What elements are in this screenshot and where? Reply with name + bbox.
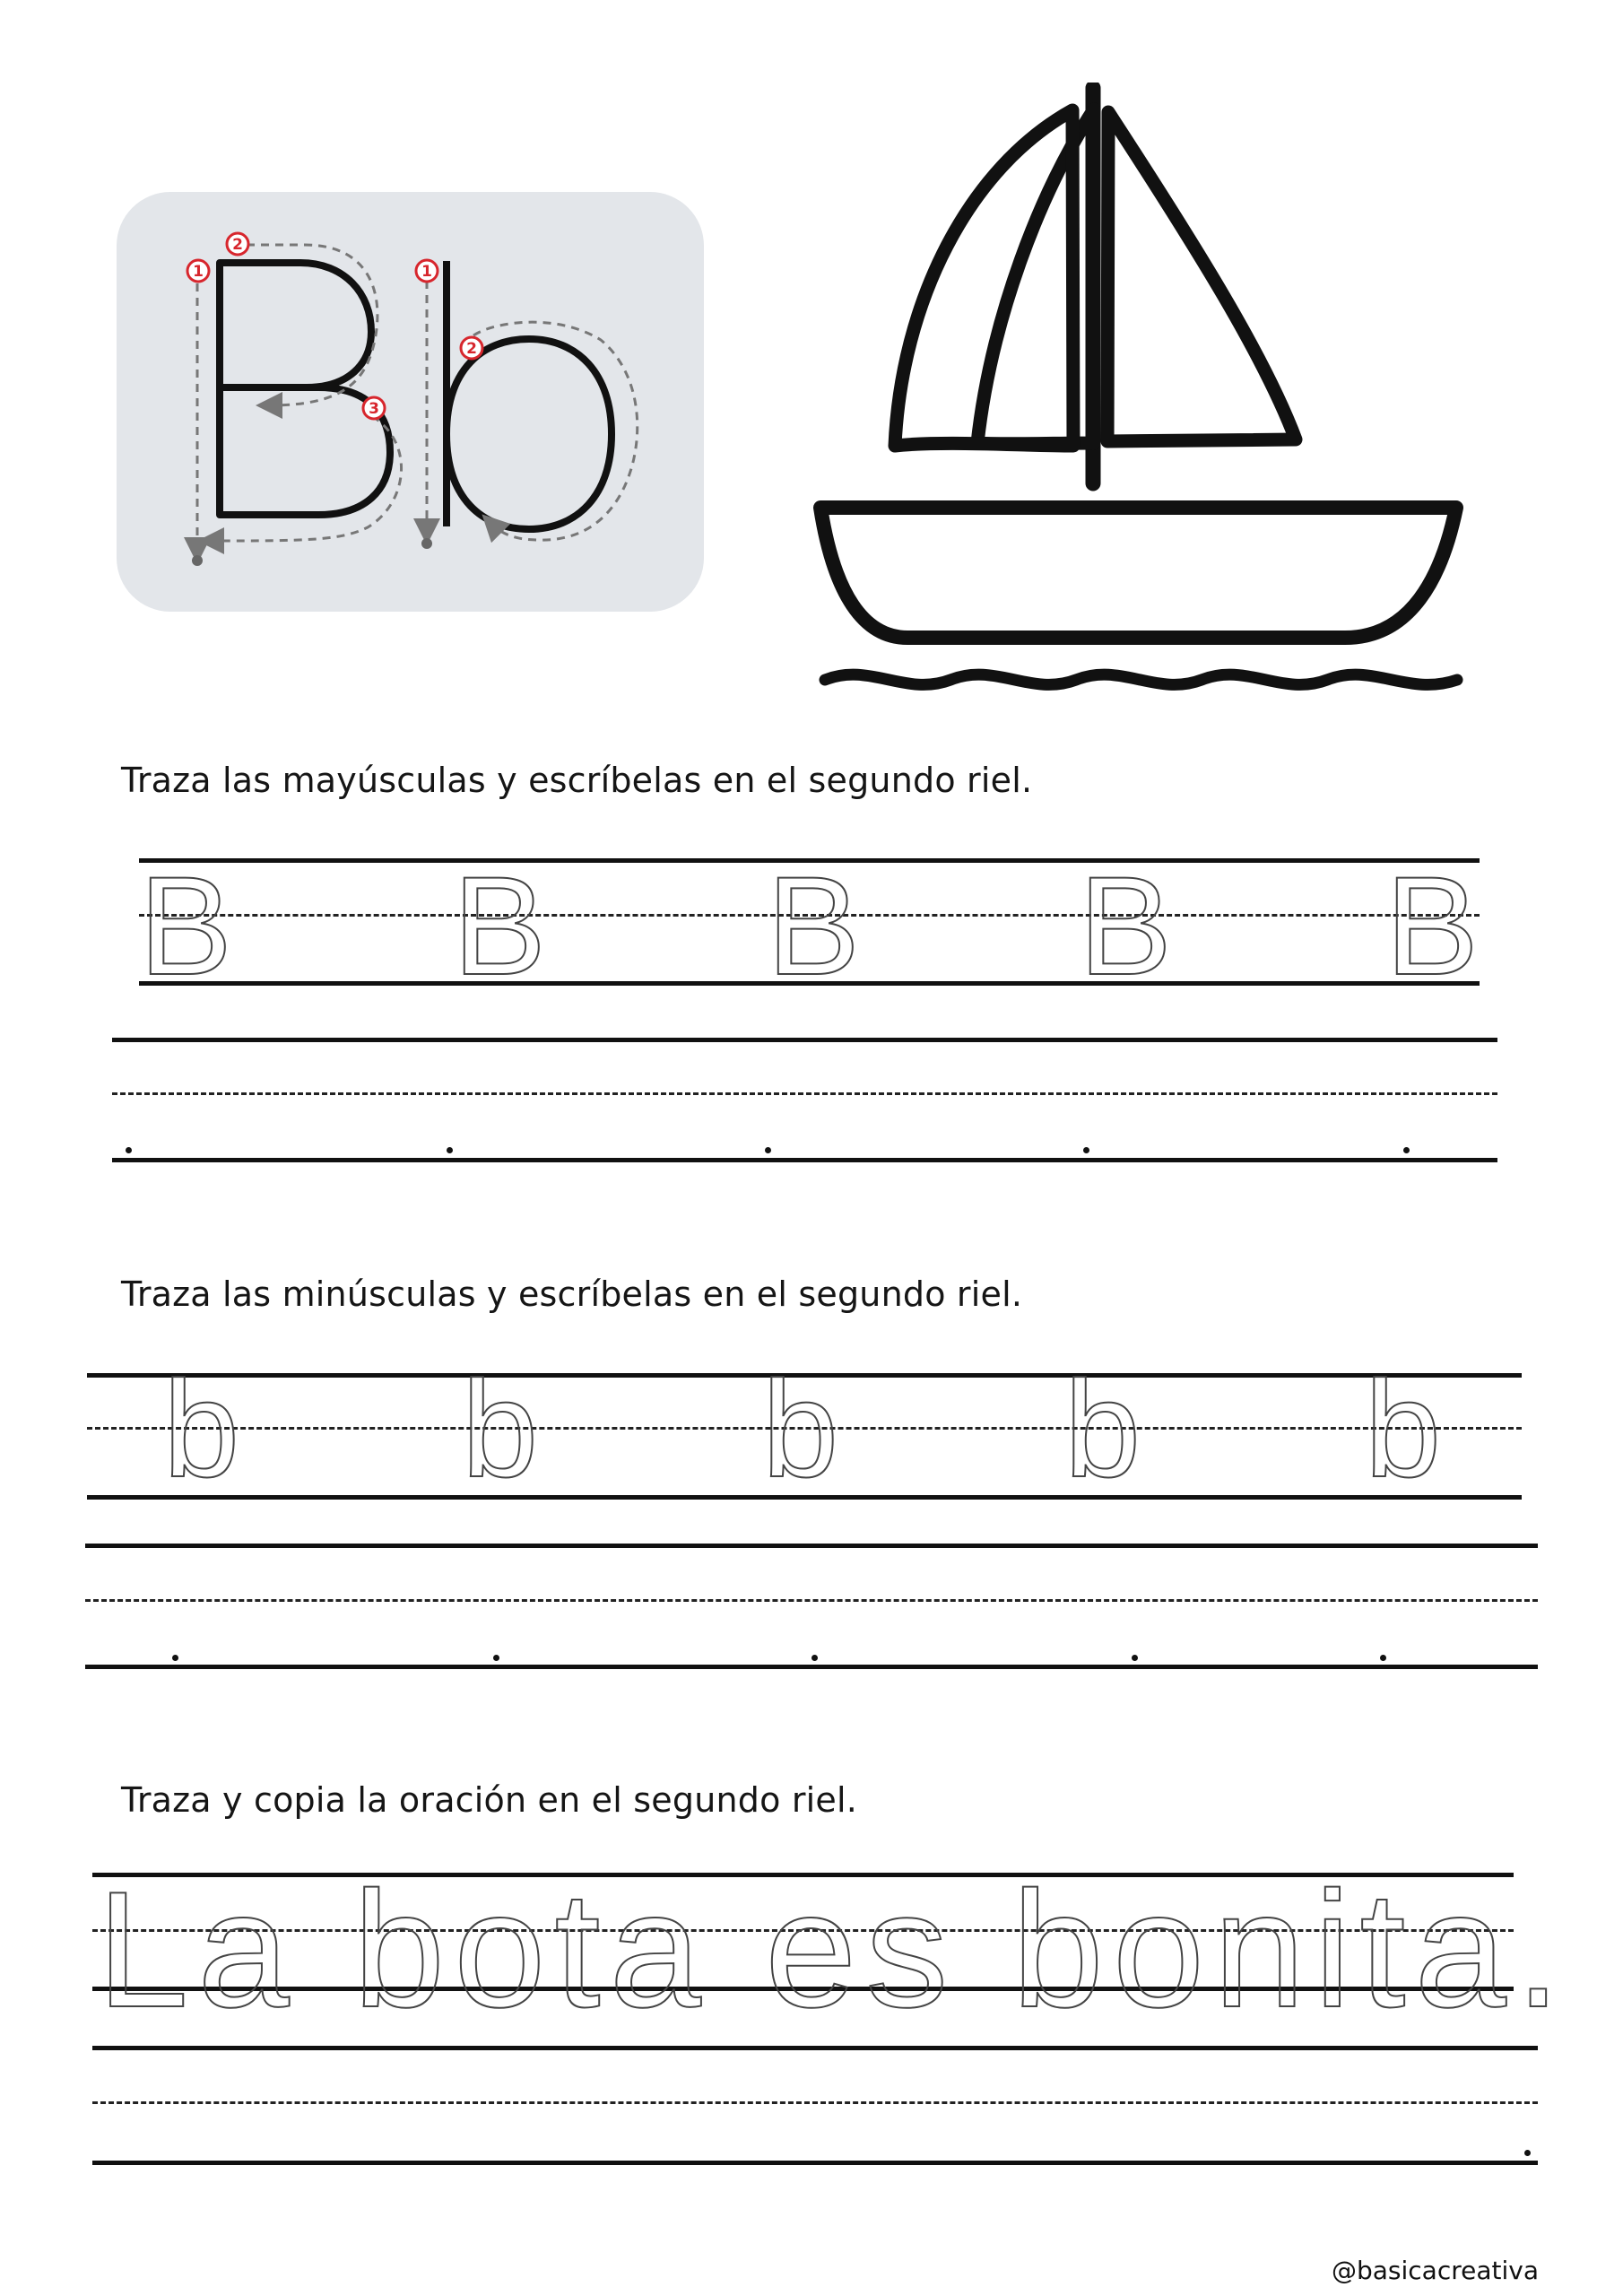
upper-practice-mid-line [112,1092,1497,1095]
trace-letter: B [767,848,861,1004]
trace-letter: B [453,848,547,1004]
footer-handle: @basicacreativa [1331,2256,1539,2285]
trace-letter: B [139,848,233,1004]
sentence-instruction: Traza y copia la oración en el segundo riel. [121,1780,858,1820]
start-dot [1083,1147,1089,1153]
trace-letter: b [163,1352,240,1506]
start-dot [1380,1655,1386,1661]
letter-b-lower-glyph [447,261,612,529]
start-dot [447,1147,453,1153]
sentence-trace-text: La bota es bonita. [97,1857,1570,2041]
start-dot [126,1147,132,1153]
start-dot [172,1655,178,1661]
sentence-practice-mid-line [92,2101,1538,2104]
svg-text:1: 1 [193,263,204,281]
trace-letter: B [1079,848,1173,1004]
uppercase-instruction: Traza las mayúsculas y escríbelas en el segundo riel. [121,761,1033,800]
upper-practice-top-line [112,1038,1497,1042]
sailboat-icon [798,83,1480,701]
letter-b-upper-glyph [220,263,390,515]
start-dot [1403,1147,1410,1153]
trace-letter: b [1064,1352,1141,1506]
trace-letter: b [462,1352,539,1506]
guide-stroke-2 [247,245,378,405]
trace-letter: b [1365,1352,1442,1506]
start-dot [765,1147,771,1153]
svg-text:3: 3 [369,400,379,418]
svg-text:2: 2 [232,236,243,254]
trace-letter: b [762,1352,839,1506]
lower-practice-mid-line [85,1599,1538,1602]
lower-practice-top-line [85,1544,1538,1548]
start-dot [1524,2150,1531,2156]
guide-stroke-3 [211,416,402,541]
upper-practice-base-line [112,1158,1497,1162]
sentence-practice-base-line [92,2161,1538,2165]
lower-practice-base-line [85,1665,1538,1669]
sentence-practice-top-line [92,2046,1538,2050]
svg-text:1: 1 [421,263,432,281]
letter-reference-card [117,192,704,612]
svg-text:2: 2 [466,340,477,358]
start-dot [1132,1655,1138,1661]
lowercase-instruction: Traza las minúsculas y escríbelas en el segundo riel. [121,1274,1023,1314]
stroke-order-guide [117,192,704,612]
trace-letter: B [1385,848,1480,1004]
start-dot [493,1655,499,1661]
start-dot [812,1655,818,1661]
